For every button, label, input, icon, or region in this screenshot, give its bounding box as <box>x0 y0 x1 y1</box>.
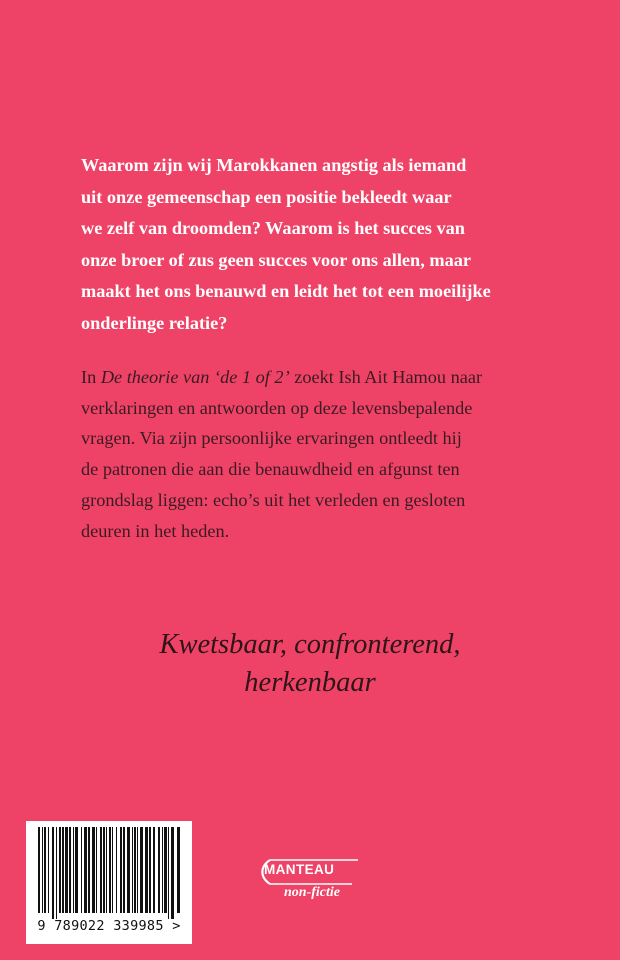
publisher-series: non-fictie <box>284 885 340 900</box>
barcode-bar <box>164 827 167 913</box>
blurb-line: verklaringen en antwoorden op deze levensbepalende <box>81 397 473 418</box>
barcode-bar <box>123 827 125 913</box>
barcode-bar <box>140 827 143 913</box>
barcode-bar <box>127 827 130 913</box>
barcode-bar <box>92 827 95 913</box>
barcode-bar <box>112 827 113 913</box>
barcode-bar <box>153 827 155 913</box>
book-title: De theorie van ‘de 1 of 2’ <box>100 367 290 387</box>
barcode-bar <box>65 827 68 913</box>
barcode-bar <box>69 827 71 913</box>
blurb-suffix: zoekt Ish Ait Hamou naar <box>289 367 483 387</box>
barcode-bar <box>106 827 107 913</box>
intro-line: onze broer of zus geen succes voor ons allen, maar <box>81 249 471 270</box>
intro-line: onderlinge relatie? <box>81 312 228 333</box>
barcode-bar <box>158 827 160 913</box>
barcode-bar <box>38 827 40 913</box>
blurb-prefix: In <box>81 367 101 387</box>
isbn-number: 9 789022 339985 > <box>37 918 181 934</box>
barcode-bar <box>73 827 74 913</box>
barcode-bar <box>42 827 43 913</box>
blurb-line: de patronen die aan die benauwdheid en afgunst ten <box>81 459 460 480</box>
blurb-line: deuren in het heden. <box>81 520 230 541</box>
tagline-line: Kwetsbaar, confronterend, <box>159 629 461 660</box>
barcode-bar <box>75 827 78 913</box>
barcode-bar <box>100 827 102 913</box>
barcode-bar <box>134 827 136 913</box>
barcode-bar <box>162 827 163 913</box>
barcode-bar <box>149 827 151 913</box>
barcode-bar <box>48 827 49 913</box>
barcode-bar <box>145 827 148 913</box>
barcode-bar <box>137 827 138 913</box>
intro-line: uit onze gemeenschap een positie bekleedt waar <box>81 186 452 207</box>
barcode-bar <box>59 827 61 913</box>
tagline <box>0 626 620 702</box>
barcode-bar <box>56 827 57 919</box>
tagline-line: herkenbaar <box>244 667 376 698</box>
publisher-name: MANTEAU <box>264 862 335 877</box>
barcode-bar <box>52 827 54 919</box>
barcode-bar <box>62 827 64 913</box>
barcode-bar <box>120 827 122 913</box>
barcode-bar <box>109 827 111 913</box>
intro-line: we zelf van droomden? Waarom is het succes van <box>81 218 465 238</box>
blurb-line <box>81 362 601 393</box>
barcode-bar <box>81 827 82 913</box>
barcode-bar <box>96 827 97 913</box>
barcode-bar <box>168 827 169 919</box>
intro-line: maakt het ons benauwd en leidt het tot een moeilijke <box>81 281 491 301</box>
blurb-line: vragen. Via zijn persoonlijke ervaringen ontleedt hij <box>81 428 462 449</box>
intro-line: Waarom zijn wij Marokkanen angstig als iemand <box>81 155 467 175</box>
blurb-paragraph <box>81 362 601 546</box>
barcode-bar <box>132 827 133 913</box>
intro-paragraph <box>81 150 601 339</box>
barcode-bar <box>103 827 105 913</box>
barcode-bars <box>26 821 192 921</box>
barcode-bar <box>171 827 174 919</box>
barcode-bar <box>88 827 90 913</box>
barcode-bar <box>84 827 87 913</box>
blurb-line: grondslag liggen: echo’s uit het verleden en gesloten <box>81 489 466 510</box>
barcode-bar <box>44 827 46 913</box>
barcode-bar <box>116 827 117 913</box>
barcode <box>26 821 192 944</box>
barcode-bar <box>177 827 180 913</box>
publisher-logo <box>248 857 374 909</box>
